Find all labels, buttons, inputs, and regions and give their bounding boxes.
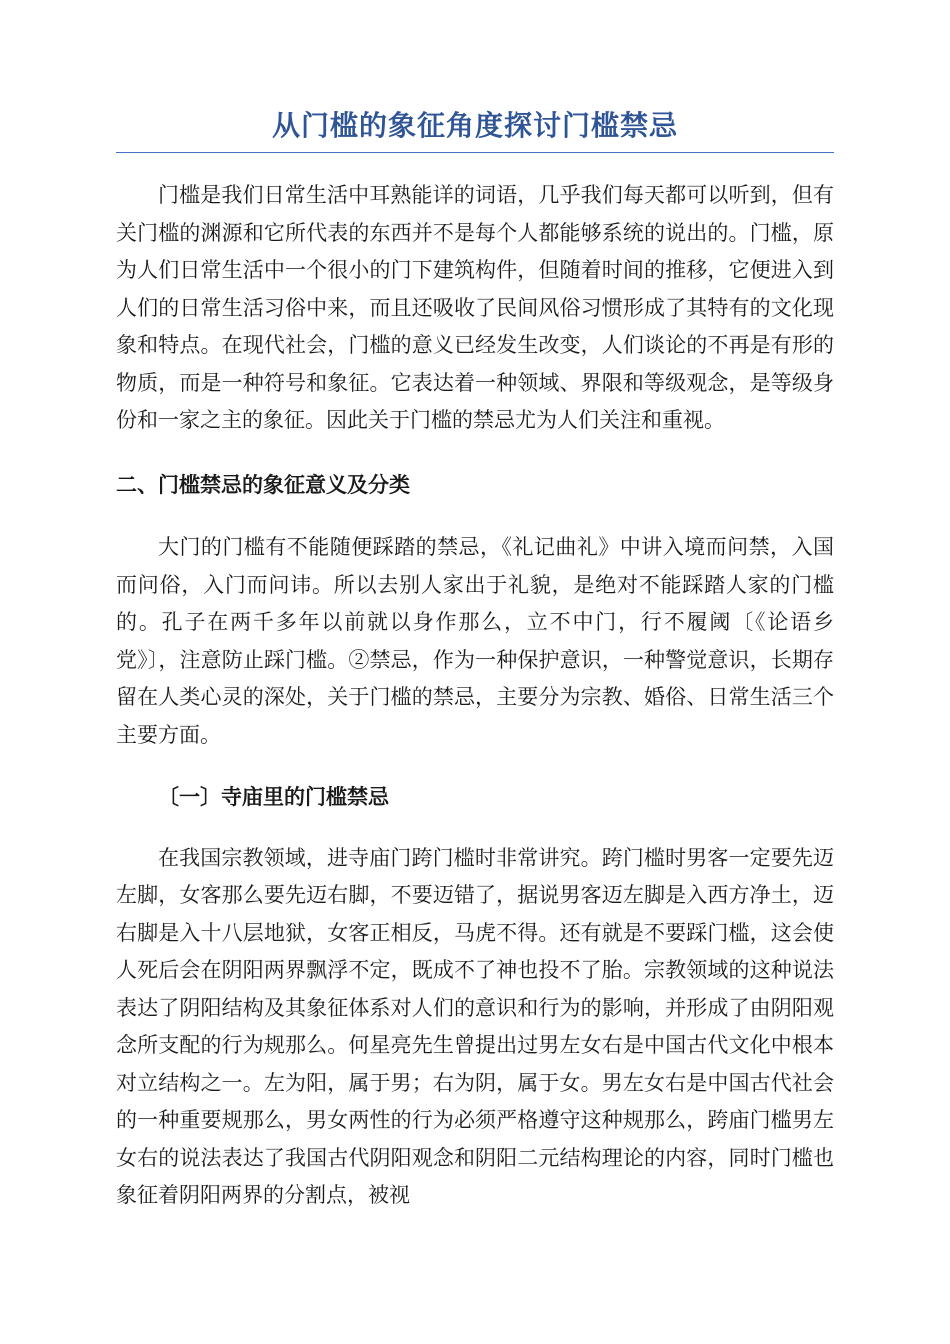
section-paragraph: 大门的门槛有不能随便踩踏的禁忌，《礼记曲礼》中讲入境而问禁，入国而问俗，入门而问讳。所以去别人家出于礼貌，是绝对不能踩踏人家的门槛的。孔子在两千多年以前就以身作那么，立不中门，行不履阈〔《论语乡党》〕，注意防止踩门槛。②禁忌，作为一种保护意识，一种警觉意识，长期存留在人类心灵的深处，关于门槛的禁忌，主要分为宗教、婚俗、日常生活三个主要方面。 xyxy=(116,535,834,747)
document-page xyxy=(116,106,834,1215)
section-heading: 二、门槛禁忌的象征意义及分类 xyxy=(116,471,410,497)
intro-paragraph: 门槛是我们日常生活中耳熟能详的词语，几乎我们每天都可以听到，但有关门槛的渊源和它所代表的东西并不是每个人都能够系统的说出的。门槛，原为人们日常生活中一个很小的门下建筑构件，但随着时间的推移，它便进入到人们的日常生活习俗中来，而且还吸收了民间风俗习惯形成了其特有的文化现象和特点。在现代社会，门槛的意义已经发生改变，人们谈论的不再是有形的物质，而是一种符号和象征。它表达着一种领域、界限和等级观念，是等级身份和一家之主的象征。因此关于门槛的禁忌尤为人们关注和重视。 xyxy=(116,183,834,432)
subsection-paragraph: 在我国宗教领域，进寺庙门跨门槛时非常讲究。跨门槛时男客一定要先迈左脚，女客那么要先迈右脚，不要迈错了，据说男客迈左脚是入西方净土，迈右脚是入十八层地狱，女客正相反，马虎不得。还有就是不要踩门槛，这会使人死后会在阴阳两界飘浮不定，既成不了神也投不了胎。宗教领域的这种说法表达了阴阳结构及其象征体系对人们的意识和行为的影响，并形成了由阴阳观念所支配的行为规那么。何星亮先生曾提出过男左女右是中国古代文化中根本对立结构之一。左为阳，属于男；右为阴，属于女。男左女右是中国古代社会的一种重要规那么，男女两性的行为必须严格遵守这种规那么，跨庙门槛男左女右的说法表达了我国古代阴阳观念和阴阳二元结构理论的内容，同时门槛也象征着阴阳两界的分割点，被视 xyxy=(116,845,834,1207)
document-title: 从门槛的象征角度探讨门槛禁忌 xyxy=(116,106,834,153)
subsection-heading: 〔一〕寺庙里的门槛禁忌 xyxy=(158,784,389,809)
